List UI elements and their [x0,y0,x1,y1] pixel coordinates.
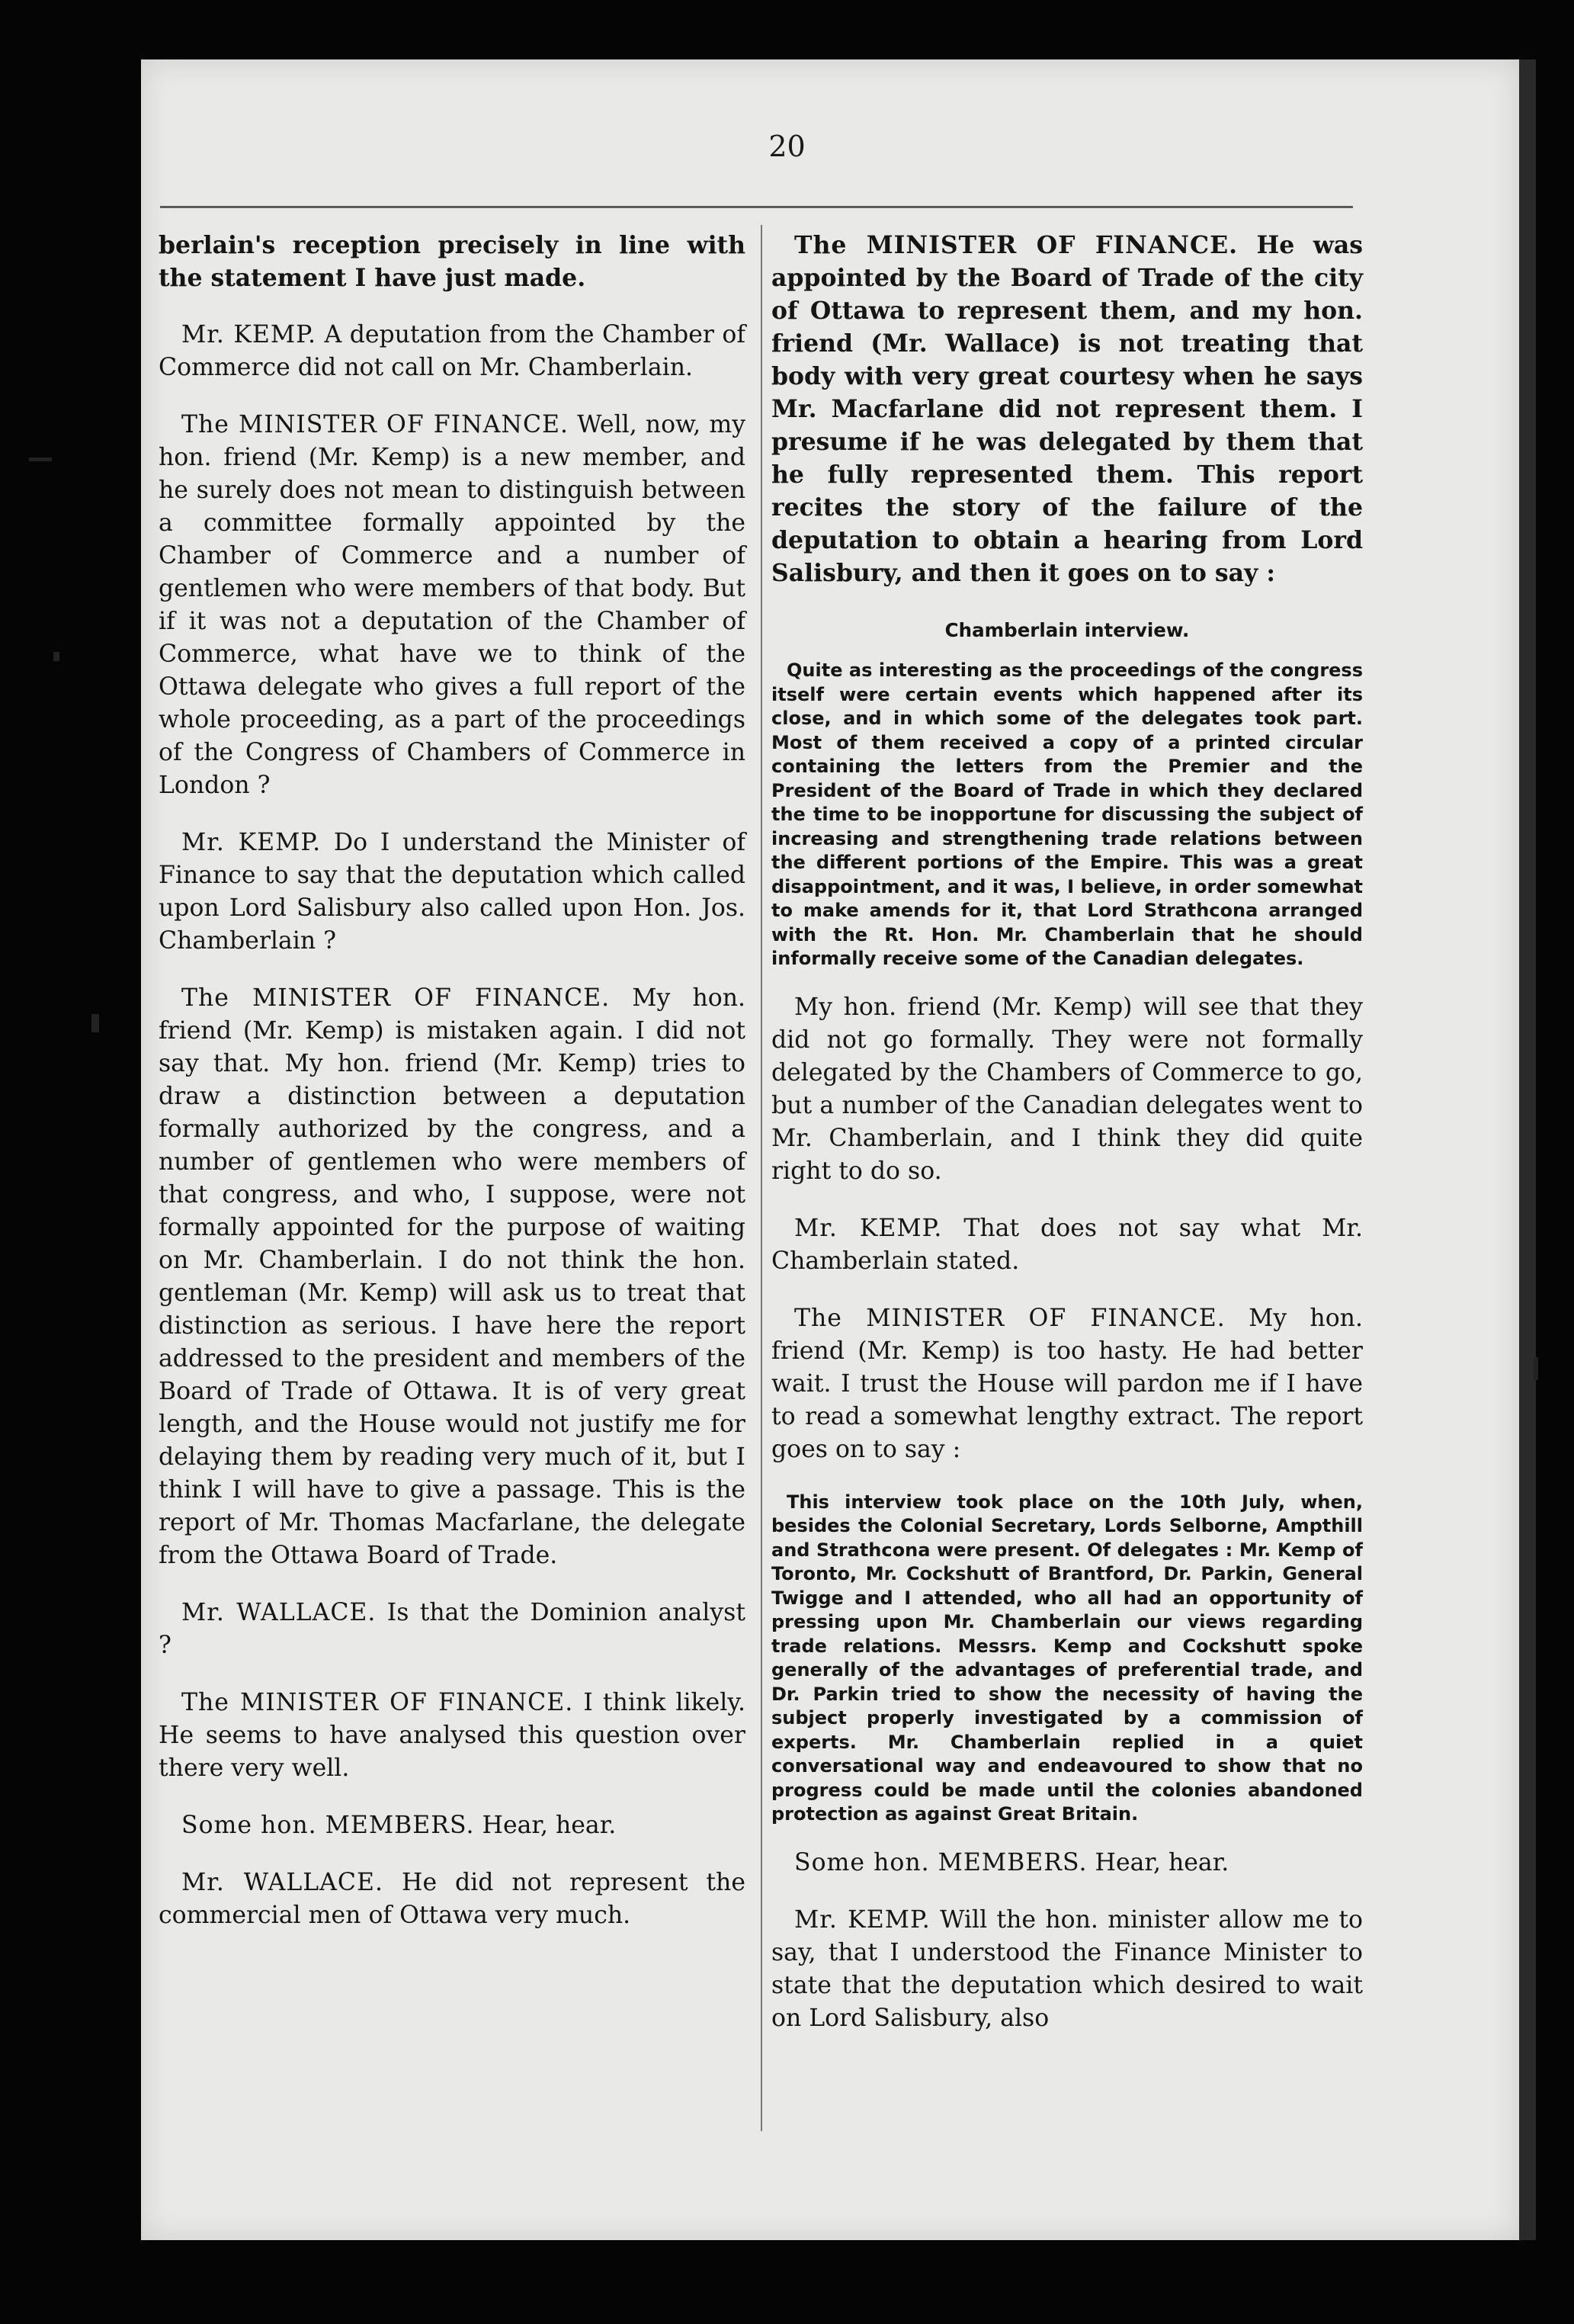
paragraph-text: He did not represent the commercial men of Ottawa very much. [159,1869,745,1929]
paragraph-text: A deputation from the Chamber of Commerce did not call on Mr. Chamberlain. [159,321,746,381]
paragraph [159,1809,745,1842]
paragraph [771,1302,1363,1466]
column-divider [761,225,762,2131]
speaker-name: The MINISTER OF FINANCE. [181,1689,574,1716]
quoted-extract [771,659,1363,971]
paragraph [159,319,745,384]
speaker-name: Mr. WALLACE. [181,1599,377,1626]
paragraph-text: Hear, hear. [1087,1848,1229,1876]
speaker-name: Mr. KEMP. [794,1905,931,1934]
speaker-name: Mr. WALLACE. [181,1869,384,1896]
quoted-extract [771,1491,1363,1827]
paragraph [771,229,1363,589]
paragraph-text: He was appointed by the Board of Trade of the city of Ottawa to represent them, and my hon. friend (Mr. Wallace) is not treating that body with very great courtesy when he says Mr. Macfarlane did not represent them. I presume if he was delegated by them that he fully represented them. This report recites the story of the failure of the deputation to obtain a hearing from Lord Salisbury, and then it goes on to say : [771,231,1363,587]
paragraph [771,1212,1363,1278]
paragraph-text: My hon. friend (Mr. Kemp) will see that they did not go formally. They were not formally delegated by the Chambers of Commerce to go, but a number of the Canadian delegates went to Mr. Chamberlain, and I think they did quite right to do so. [771,993,1363,1185]
scan-mark [91,1014,99,1032]
paragraph-text: My hon. friend (Mr. Kemp) is mistaken again. I did not say that. My hon. friend (Mr. Kemp) tries to draw a distinction between a deputation formally authorized by the congress, and a number of gentlemen who were members of that congress, and who, I suppose, were not formally appointed for the purpose of waiting on Mr. Chamberlain. I do not think the hon. gentleman (Mr. Kemp) will ask us to treat that distinction as serious. I have here the report addressed to the president and members of the Board of Trade of Ottawa. It is of very great length, and the House would not justify me for delaying them by reading very much of it, but I think I will have to give a passage. This is the report of Mr. Thomas Macfarlane, the delegate from the Ottawa Board of Trade. [159,984,745,1569]
paragraph [159,827,745,958]
scan-mark [1534,1357,1538,1380]
page-number: 20 [768,130,806,163]
paragraph-text: Is that the Dominion analyst ? [159,1599,745,1659]
left-column [159,229,745,1956]
paragraph [159,1597,745,1662]
speaker-name: Mr. KEMP. [794,1214,943,1242]
paragraph-text: Hear, hear. [474,1812,617,1839]
speaker-name: The MINISTER OF FINANCE. [794,1304,1226,1332]
speaker-name: The MINISTER OF FINANCE. [794,231,1239,259]
speaker-name: The MINISTER OF FINANCE. [181,984,611,1012]
paragraph-text: Do I understand the Minister of Finance to say that the deputation which called upon Lord Salisbury also called upon Hon. Jos. Chamberlain ? [159,829,745,955]
speaker-name: Some hon. MEMBERS. [181,1812,475,1839]
paragraph [771,991,1363,1188]
scan-mark [29,457,52,461]
page-edge-strip [1519,59,1536,2240]
paragraph [159,229,745,294]
paragraph [159,1867,745,1932]
paragraph-text: Will the hon. minister allow me to say, that I understood the Finance Minister to state that the deputation which desired to wait on Lord Salisbury, also [771,1905,1363,2032]
paragraph-text: My hon. friend (Mr. Kemp) is too hasty. He had better wait. I trust the House will pardon me if I have to read a somewhat lengthy extract. The report goes on to say : [771,1304,1363,1463]
paragraph [771,1904,1363,2035]
paragraph [771,1847,1363,1879]
paragraph-text: That does not say what Mr. Chamberlain stated. [771,1214,1363,1275]
section-subheading [771,614,1363,647]
right-column [771,229,1363,2059]
speaker-name: The MINISTER OF FINANCE. [181,411,569,438]
paragraph-text: berlain's reception precisely in line with the statement I have just made. [159,231,745,292]
paragraph [159,1687,745,1785]
paragraph-text: Quite as interesting as the proceedings of the congress itself were certain events which happened after its close, and in which some of the delegates took part. Most of them received a copy of a printed circular containing the letters from the Premier and the President of the Board of Trade in which they declared the time to be inopportune for discussing the subject of increasing and strengthening trade relations between the different portions of the Empire. This was a great disappointment, and it was, I believe, in order somewhat to make amends for it, that Lord Strathcona arranged with the Rt. Hon. Mr. Chamberlain that he should informally receive some of the Canadian delegates. [771,660,1363,969]
scan-mark [53,652,59,661]
speaker-name: Some hon. MEMBERS. [794,1848,1088,1876]
paragraph-text: I think likely. He seems to have analysed this question over there very well. [159,1689,745,1782]
paragraph [159,982,745,1572]
speaker-name: Mr. KEMP. [181,829,322,856]
paragraph-text: Well, now, my hon. friend (Mr. Kemp) is a new member, and he surely does not mean to distinguish between a committee formally appointed by the Chamber of Commerce and a number of gentlemen who were members of that body. But if it was not a deputation of the Chamber of Commerce, what have we to think of the Ottawa delegate who gives a full report of the whole proceeding, as a part of the proceedings of the Congress of Chambers of Commerce in London ? [159,411,745,799]
paragraph [159,409,745,802]
paragraph-text: Chamberlain interview. [944,619,1190,641]
header-rule [160,206,1353,208]
speaker-name: Mr. KEMP. [181,321,316,348]
paragraph-text: This interview took place on the 10th July, when, besides the Colonial Secretary, Lords Selborne, Ampthill and Strathcona were present. Of delegates : Mr. Kemp of Toronto, Mr. Cockshutt of Brantford, Dr. Parkin, General Twigge and I attended, who all had an opportunity of pressing upon Mr. Chamberlain our views regarding trade relations. Messrs. Kemp and Cockshutt spoke generally of the advantages of preferential trade, and Dr. Parkin tried to show the necessity of having the subject properly investigated by a commission of experts. Mr. Chamberlain replied in a quiet conversational way and endeavoured to show that no progress could be made until the colonies abandoned protection as against Great Britain. [771,1491,1363,1825]
